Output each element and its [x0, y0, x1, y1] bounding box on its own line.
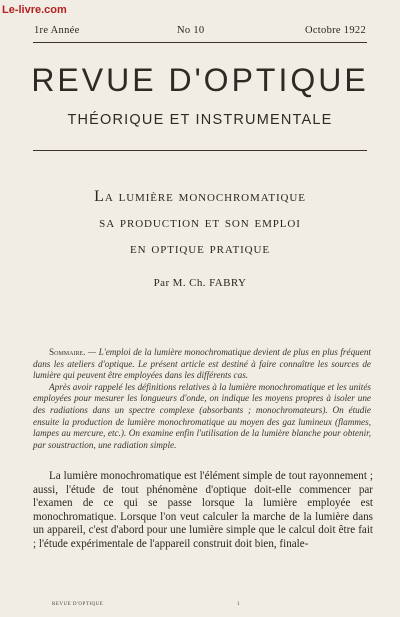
title-rule: [33, 150, 367, 151]
article-title-line: La lumière monochromatique: [94, 188, 306, 205]
summary-block: [33, 347, 371, 451]
body-paragraph: La lumière monochromatique est l'élément simple de tout rayonnement ; aussi, l'étude de tout phénomène d'optique doit-elle commencer par l'examen de ce qui se passe lorsque la lumière employée est monochromatique. Lorsque l'on veut calculer la marche de la lumière dans un appareil, c'est d'abord pour une lumière simple que le calcul doit être fait ; l'étude expérimentale de l'appareil construit doit bien, finale-: [33, 470, 373, 550]
journal-subtitle: THÉORIQUE ET INSTRUMENTALE: [67, 112, 333, 128]
article-title: [0, 184, 400, 262]
footer-signature: REVUE D'OPTIQUE: [52, 602, 104, 607]
summary-paragraph: Après avoir rappelé les définitions relatives à la lumière monochromatique et les unités employées pour mesurer les longueurs d'onde, on indique les moyens propres à isoler une des radiations dans un spectre complexe (absorbants ; monochromateurs). On étudie ensuite la production de lumière monochromatique au moyen des gaz lumineux (flammes, lampes au mercure, etc.). On examine enfin l'utilisation de la lumière blanche pour obtenir, par soustraction, une radiation simple.: [33, 381, 371, 450]
watermark-logo: Le-livre.com: [2, 4, 67, 16]
summary-text: — L'emploi de la lumière monochromatique devient de plus en plus fréquent dans les ateliers d'optique. Le présent article est destiné à faire connaître les sources de lumière qui peuvent être employées dans les différents cas.: [33, 347, 371, 381]
header-rule: [33, 42, 367, 43]
footer-sheet-number: 1: [237, 602, 240, 607]
journal-title: REVUE D'OPTIQUE: [31, 62, 369, 98]
summary-paragraph: [33, 347, 371, 382]
article-title-line: sa production et son emploi: [99, 214, 301, 231]
issue-header: [0, 25, 400, 37]
summary-lead: Sommaire.: [49, 347, 86, 357]
article-author: Par M. Ch. FABRY: [153, 277, 247, 289]
issue-date: Octobre 1922: [304, 25, 366, 36]
issue-number: No 10: [177, 25, 205, 36]
article-title-line: en optique pratique: [130, 240, 270, 257]
issue-year: 1re Année: [34, 25, 80, 36]
